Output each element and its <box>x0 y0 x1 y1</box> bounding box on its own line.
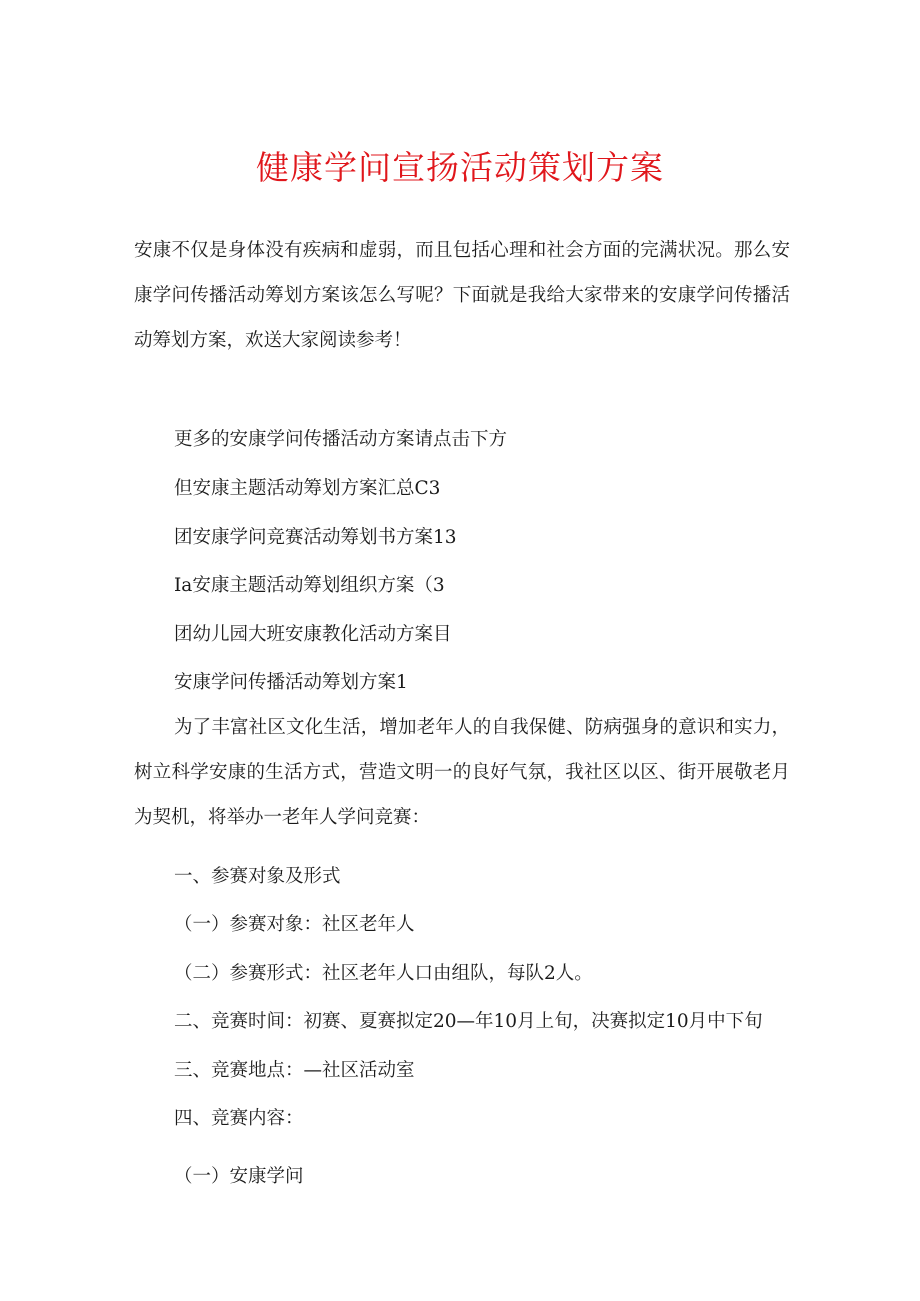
related-link[interactable]: 团幼儿园大班安康教化活动方案目 <box>174 624 452 645</box>
related-link[interactable]: 但安康主题活动筹划方案汇总C3 <box>174 478 441 499</box>
list-item: 三、竞赛地点：—社区活动室 <box>174 1060 415 1081</box>
list-item: 一、参赛对象及形式 <box>174 866 341 887</box>
related-link[interactable]: 团安康学问竞赛活动筹划书方案13 <box>174 527 457 548</box>
list-item: 四、竞赛内容： <box>174 1108 304 1129</box>
links-heading: 更多的安康学问传播活动方案请点击下方 <box>174 429 508 450</box>
document-title: 健康学问宣扬活动策划方案 <box>256 148 664 187</box>
intro-paragraph: 安康不仅是身体没有疾病和虚弱，而且包括心理和社会方面的完满状况。那么安康学问传播活动筹划方案该怎么写呢？下面就是我给大家带来的安康学问传播活动筹划方案，欢送大家阅读参考！ <box>134 240 790 351</box>
list-item: 二、竞赛时间：初赛、夏赛拟定20—年10月上旬，决赛拟定10月中下旬 <box>174 1011 763 1032</box>
list-item: （一）安康学问 <box>174 1166 304 1187</box>
body-paragraph: 为了丰富社区文化生活，增加老年人的自我保健、防病强身的意识和实力，树立科学安康的生活方式，营造文明一的良好气氛，我社区以区、街开展敬老月为契机，将举办一老年人学问竞赛： <box>134 717 790 828</box>
list-item: （一）参赛对象：社区老年人 <box>174 914 415 935</box>
list-item: （二）参赛形式：社区老年人口由组队，每队2人。 <box>174 963 593 984</box>
section-title: 安康学问传播活动筹划方案1 <box>174 672 408 693</box>
related-link[interactable]: Ia安康主题活动筹划组织方案（3 <box>174 575 445 596</box>
